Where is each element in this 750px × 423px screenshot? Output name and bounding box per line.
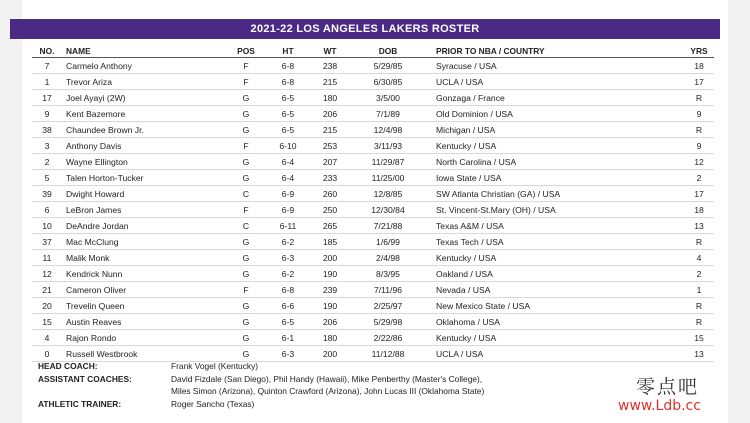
- player-height: 6-5: [266, 106, 310, 122]
- player-number: 12: [32, 266, 62, 282]
- player-dob: 2/4/98: [350, 250, 426, 266]
- table-row: [32, 218, 714, 234]
- player-weight: 215: [310, 122, 350, 138]
- player-height: 6-3: [266, 346, 310, 362]
- player-years: 2: [684, 170, 714, 186]
- player-position: F: [226, 138, 266, 154]
- col-header-name: NAME: [62, 44, 226, 58]
- player-height: 6-4: [266, 170, 310, 186]
- player-height: 6-9: [266, 186, 310, 202]
- player-position: F: [226, 202, 266, 218]
- player-position: G: [226, 346, 266, 362]
- player-name: Carmelo Anthony: [62, 58, 226, 74]
- table-row: [32, 234, 714, 250]
- player-prior: Michigan / USA: [426, 122, 684, 138]
- player-weight: 239: [310, 282, 350, 298]
- player-name: Chaundee Brown Jr.: [62, 122, 226, 138]
- player-prior: Syracuse / USA: [426, 58, 684, 74]
- player-number: 1: [32, 74, 62, 90]
- player-position: G: [226, 234, 266, 250]
- player-years: 4: [684, 250, 714, 266]
- player-number: 5: [32, 170, 62, 186]
- player-prior: Texas Tech / USA: [426, 234, 684, 250]
- player-name: Joel Ayayi (2W): [62, 90, 226, 106]
- player-name: DeAndre Jordan: [62, 218, 226, 234]
- player-years: R: [684, 298, 714, 314]
- player-weight: 265: [310, 218, 350, 234]
- player-name: Malik Monk: [62, 250, 226, 266]
- player-name: Mac McClung: [62, 234, 226, 250]
- player-height: 6-2: [266, 266, 310, 282]
- player-name: Trevor Ariza: [62, 74, 226, 90]
- player-name: Trevelin Queen: [62, 298, 226, 314]
- player-name: Kendrick Nunn: [62, 266, 226, 282]
- player-height: 6-2: [266, 234, 310, 250]
- player-years: 12: [684, 154, 714, 170]
- athletic-trainer-name: Roger Sancho (Texas): [171, 399, 255, 409]
- head-coach-name: Frank Vogel (Kentucky): [171, 361, 259, 371]
- player-weight: 207: [310, 154, 350, 170]
- player-prior: New Mexico State / USA: [426, 298, 684, 314]
- player-weight: 190: [310, 266, 350, 282]
- player-prior: Kentucky / USA: [426, 138, 684, 154]
- player-dob: 2/22/86: [350, 330, 426, 346]
- player-weight: 200: [310, 250, 350, 266]
- player-name: LeBron James: [62, 202, 226, 218]
- player-years: 13: [684, 346, 714, 362]
- table-row: [32, 314, 714, 330]
- player-dob: 12/8/85: [350, 186, 426, 202]
- player-prior: UCLA / USA: [426, 346, 684, 362]
- player-weight: 200: [310, 346, 350, 362]
- roster-title-banner: [10, 19, 720, 39]
- player-weight: 206: [310, 314, 350, 330]
- player-dob: 11/29/87: [350, 154, 426, 170]
- table-row: [32, 282, 714, 298]
- player-weight: 180: [310, 90, 350, 106]
- player-position: F: [226, 74, 266, 90]
- player-height: 6-8: [266, 74, 310, 90]
- player-position: F: [226, 58, 266, 74]
- player-height: 6-3: [266, 250, 310, 266]
- player-position: G: [226, 314, 266, 330]
- player-dob: 7/21/88: [350, 218, 426, 234]
- player-number: 7: [32, 58, 62, 74]
- player-dob: 7/11/96: [350, 282, 426, 298]
- table-row: [32, 74, 714, 90]
- player-name: Talen Horton-Tucker: [62, 170, 226, 186]
- watermark-url: www.Ldb.cc: [618, 398, 701, 414]
- player-years: 17: [684, 186, 714, 202]
- player-number: 10: [32, 218, 62, 234]
- player-name: Kent Bazemore: [62, 106, 226, 122]
- player-name: Cameron Oliver: [62, 282, 226, 298]
- player-weight: 190: [310, 298, 350, 314]
- player-weight: 250: [310, 202, 350, 218]
- player-name: Russell Westbrook: [62, 346, 226, 362]
- table-row: [32, 122, 714, 138]
- player-prior: Old Dominion / USA: [426, 106, 684, 122]
- player-dob: 6/30/85: [350, 74, 426, 90]
- player-years: 1: [684, 282, 714, 298]
- table-row: [32, 170, 714, 186]
- player-name: Wayne Ellington: [62, 154, 226, 170]
- player-number: 9: [32, 106, 62, 122]
- player-dob: 7/1/89: [350, 106, 426, 122]
- player-dob: 2/25/97: [350, 298, 426, 314]
- athletic-trainer-label: ATHLETIC TRAINER:: [38, 399, 122, 409]
- player-weight: 206: [310, 106, 350, 122]
- player-years: R: [684, 90, 714, 106]
- player-position: G: [226, 298, 266, 314]
- player-height: 6-1: [266, 330, 310, 346]
- player-dob: 3/11/93: [350, 138, 426, 154]
- player-years: 17: [684, 74, 714, 90]
- player-prior: Gonzaga / France: [426, 90, 684, 106]
- player-height: 6-4: [266, 154, 310, 170]
- player-number: 37: [32, 234, 62, 250]
- col-header-pos: POS: [226, 44, 266, 58]
- player-name: Rajon Rondo: [62, 330, 226, 346]
- player-years: 9: [684, 138, 714, 154]
- player-years: 13: [684, 218, 714, 234]
- player-years: R: [684, 122, 714, 138]
- player-years: 15: [684, 330, 714, 346]
- player-position: G: [226, 250, 266, 266]
- player-prior: SW Atlanta Christian (GA) / USA: [426, 186, 684, 202]
- assistant-coaches-line-1: David Fizdale (San Diego), Phil Handy (Hawaii), Mike Penberthy (Master's College),: [171, 374, 483, 384]
- player-number: 21: [32, 282, 62, 298]
- table-row: [32, 138, 714, 154]
- col-header-prior: PRIOR TO NBA / COUNTRY: [426, 44, 684, 58]
- player-position: G: [226, 330, 266, 346]
- player-prior: Texas A&M / USA: [426, 218, 684, 234]
- player-position: G: [226, 122, 266, 138]
- table-row: [32, 106, 714, 122]
- player-dob: 12/4/98: [350, 122, 426, 138]
- player-number: 38: [32, 122, 62, 138]
- player-prior: Oakland / USA: [426, 266, 684, 282]
- player-position: C: [226, 218, 266, 234]
- player-position: G: [226, 106, 266, 122]
- player-years: 9: [684, 106, 714, 122]
- player-weight: 185: [310, 234, 350, 250]
- watermark-chinese: 零点吧: [636, 376, 700, 398]
- player-number: 4: [32, 330, 62, 346]
- table-row: [32, 346, 714, 362]
- player-weight: 180: [310, 330, 350, 346]
- player-prior: Nevada / USA: [426, 282, 684, 298]
- player-name: Dwight Howard: [62, 186, 226, 202]
- player-position: G: [226, 90, 266, 106]
- player-dob: 1/6/99: [350, 234, 426, 250]
- player-name: Anthony Davis: [62, 138, 226, 154]
- player-weight: 253: [310, 138, 350, 154]
- player-dob: 5/29/85: [350, 58, 426, 74]
- player-height: 6-8: [266, 282, 310, 298]
- player-number: 0: [32, 346, 62, 362]
- player-years: 18: [684, 58, 714, 74]
- player-height: 6-8: [266, 58, 310, 74]
- player-prior: Kentucky / USA: [426, 330, 684, 346]
- player-number: 20: [32, 298, 62, 314]
- player-years: R: [684, 234, 714, 250]
- player-years: 2: [684, 266, 714, 282]
- player-weight: 233: [310, 170, 350, 186]
- player-years: R: [684, 314, 714, 330]
- col-header-dob: DOB: [350, 44, 426, 58]
- player-number: 17: [32, 90, 62, 106]
- player-number: 3: [32, 138, 62, 154]
- player-number: 2: [32, 154, 62, 170]
- player-name: Austin Reaves: [62, 314, 226, 330]
- table-row: [32, 202, 714, 218]
- player-prior: UCLA / USA: [426, 74, 684, 90]
- table-row: [32, 266, 714, 282]
- player-height: 6-5: [266, 314, 310, 330]
- player-dob: 5/29/98: [350, 314, 426, 330]
- assistant-coaches-label: ASSISTANT COACHES:: [38, 374, 132, 384]
- player-dob: 11/12/88: [350, 346, 426, 362]
- table-row: [32, 90, 714, 106]
- head-coach-label: HEAD COACH:: [38, 361, 98, 371]
- player-height: 6-5: [266, 122, 310, 138]
- col-header-yrs: YRS: [684, 44, 714, 58]
- player-prior: Kentucky / USA: [426, 250, 684, 266]
- player-position: G: [226, 266, 266, 282]
- player-years: 18: [684, 202, 714, 218]
- player-height: 6-6: [266, 298, 310, 314]
- table-row: [32, 186, 714, 202]
- player-weight: 238: [310, 58, 350, 74]
- player-position: F: [226, 282, 266, 298]
- player-weight: 215: [310, 74, 350, 90]
- player-number: 6: [32, 202, 62, 218]
- player-height: 6-11: [266, 218, 310, 234]
- table-row: [32, 250, 714, 266]
- player-position: G: [226, 170, 266, 186]
- table-row: [32, 154, 714, 170]
- player-dob: 8/3/95: [350, 266, 426, 282]
- player-height: 6-5: [266, 90, 310, 106]
- player-prior: St. Vincent-St.Mary (OH) / USA: [426, 202, 684, 218]
- player-prior: Iowa State / USA: [426, 170, 684, 186]
- roster-body: [32, 58, 714, 362]
- col-header-no: NO.: [32, 44, 62, 58]
- roster-title: 2021-22 LOS ANGELES LAKERS ROSTER: [250, 23, 480, 35]
- player-dob: 3/5/00: [350, 90, 426, 106]
- player-position: C: [226, 186, 266, 202]
- player-number: 11: [32, 250, 62, 266]
- roster-header-row: [32, 44, 714, 58]
- player-position: G: [226, 154, 266, 170]
- player-dob: 11/25/00: [350, 170, 426, 186]
- player-height: 6-10: [266, 138, 310, 154]
- table-row: [32, 330, 714, 346]
- roster-table: [32, 44, 714, 362]
- table-row: [32, 58, 714, 74]
- player-dob: 12/30/84: [350, 202, 426, 218]
- player-prior: Oklahoma / USA: [426, 314, 684, 330]
- col-header-ht: HT: [266, 44, 310, 58]
- player-number: 15: [32, 314, 62, 330]
- player-height: 6-9: [266, 202, 310, 218]
- col-header-wt: WT: [310, 44, 350, 58]
- player-weight: 260: [310, 186, 350, 202]
- table-row: [32, 298, 714, 314]
- player-number: 39: [32, 186, 62, 202]
- assistant-coaches-line-2: Miles Simon (Arizona), Quinton Crawford (Arizona), John Lucas III (Oklahoma State): [171, 386, 485, 396]
- player-prior: North Carolina / USA: [426, 154, 684, 170]
